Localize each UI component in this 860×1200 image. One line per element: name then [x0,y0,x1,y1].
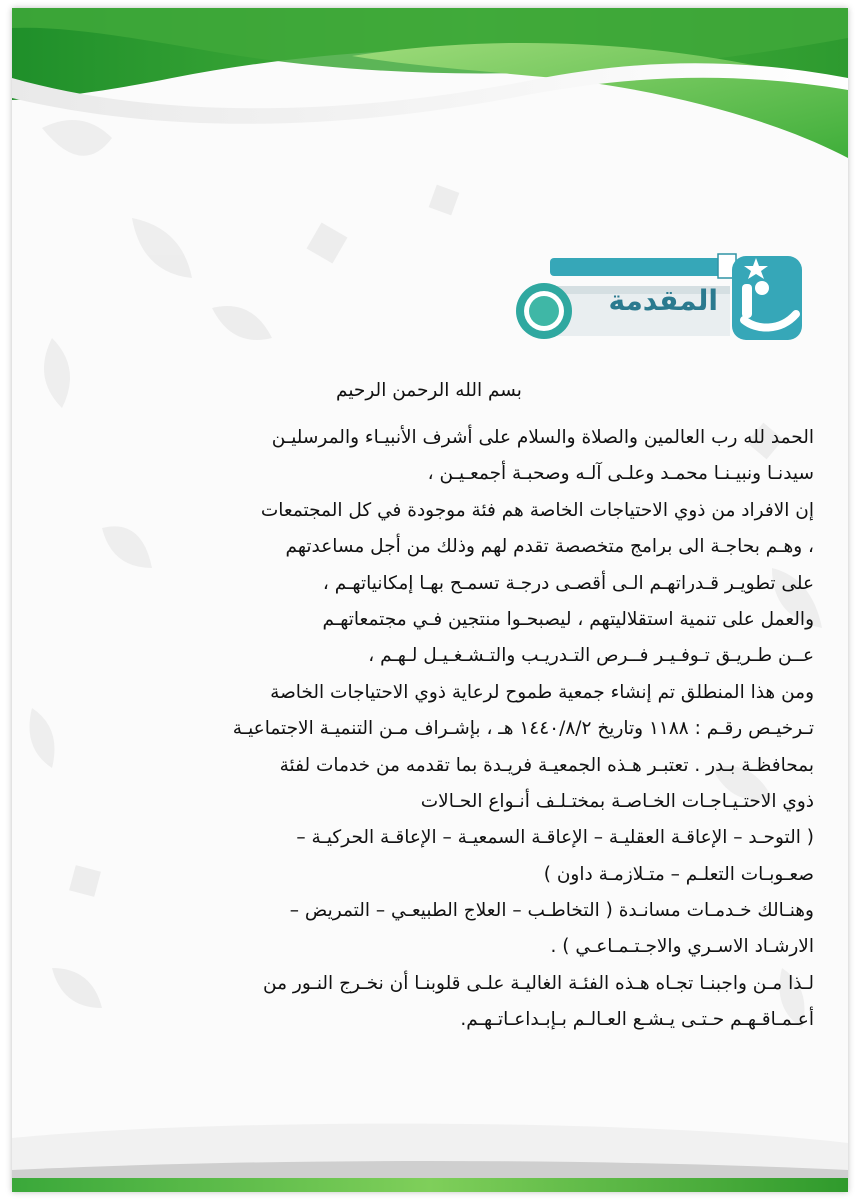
paragraph-line: تـرخيـص رقـم : ١١٨٨ وتاريخ ١٤٤٠/٨/٢ هـ ، بإشـراف مـن التنميـة الاجتماعيـة [232,718,814,740]
paragraph-line: أعـمـاقـهـم حـتـى يـشـع العـالـم بـإبـداعـاتـهـم. [460,1009,814,1031]
paragraph-line: ذوي الاحتـيـاجـات الخـاصـة بمختـلـف أنـواع الحـالات [420,790,814,812]
document-body [44,376,814,1039]
document-page [12,8,848,1192]
basmala: بسم الله الرحمن الرحيم [336,380,522,401]
paragraph-line: على تطويـر قـدراتهـم الـى أقصـى درجـة تسمـح بهـا إمكانياتهـم ، [322,572,814,594]
paragraph-line: وهنـالك خـدمـات مسانـدة ( التخاطـب – العلاج الطبيعـي – التمريض – [289,900,814,922]
section-banner [500,248,810,348]
section-title: المقدمة [608,284,718,317]
paragraph-line: بمحافظـة بـدر . تعتبـر هـذه الجمعيـة فريـدة بما تقدمه من خدمات لفئة [279,754,814,776]
paragraph-line: ، وهـم بحاجـة الى برامج متخصصة تقدم لهم وذلك من أجل مساعدتهم [285,536,814,558]
paragraph-line: الارشـاد الاسـري والاجـتـمـاعـي ) . [550,936,814,958]
paragraph-line: سيدنـا ونبيـنـا محمـد وعلـى آلـه وصحبـة أجمعـيـن ، [427,463,814,485]
paragraph-line: الحمد لله رب العالمين والصلاة والسلام على أشرف الأنبيـاء والمرسليـن [271,427,814,448]
paragraph-line: ( التوحـد – الإعاقـة العقليـة – الإعاقـة السمعيـة – الإعاقـة الحركيـة – [296,827,814,849]
paragraph-line: إن الافراد من ذوي الاحتياجات الخاصة هم فئة موجودة في كل المجتمعات [260,499,814,521]
paragraph-line: لـذا مـن واجبنـا تجـاه هـذه الفئـة الغاليـة علـى قلوبنـا أن نخـرج النـور من [263,972,814,994]
paragraph-line: والعمل على تنمية استقلاليتهم ، ليصبحـوا منتجين فـي مجتمعاتهـم [322,608,814,630]
paragraph-line: عــن طـريـق تـوفـيـر فــرص التـدريـب والتـشـغـيـل لـهـم ، [368,645,814,667]
paragraph-line: ومن هذا المنطلق تم إنشاء جمعية طموح لرعاية ذوي الاحتياجات الخاصة [270,681,814,703]
paragraph-line: صعـوبـات التعلـم – متـلازمـة داون ) [543,863,814,885]
